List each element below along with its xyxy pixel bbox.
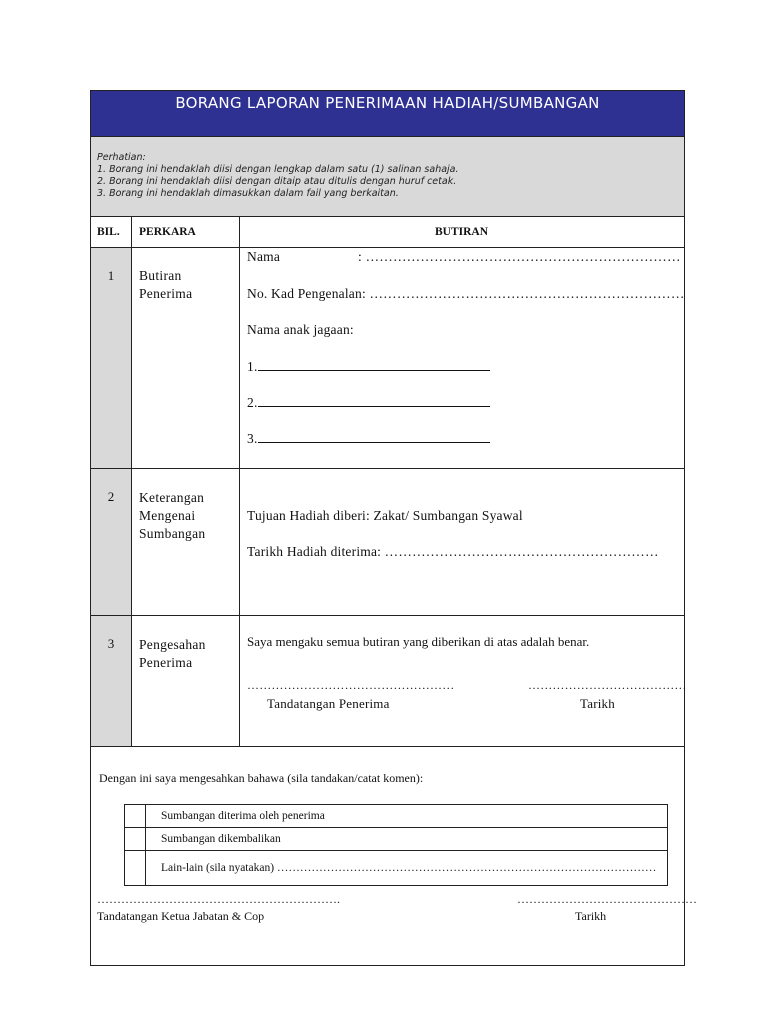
perkara-label: Keterangan Mengenai Sumbangan [139, 490, 206, 541]
head-date-label: Tarikh [575, 909, 607, 923]
option-label: Sumbangan diterima oleh penerima [146, 805, 668, 828]
header-perkara: PERKARA [139, 226, 196, 238]
option-checkbox[interactable] [125, 805, 146, 828]
kad-pengenalan-field[interactable]: No. Kad Pengenalan: …………………………………………………………… [247, 286, 685, 301]
perkara-label: Pengesahan Penerima [139, 637, 206, 670]
notice-heading: Perhatian: [97, 152, 146, 163]
head-date-line[interactable]: ……………………………………… [517, 892, 697, 906]
report-form [90, 90, 697, 966]
anak-jagaan-field-2[interactable]: 2. [247, 394, 490, 411]
anak-jagaan-field-3[interactable]: 3. [247, 430, 490, 447]
option-row [125, 828, 668, 851]
perkara-label: Butiran Penerima [139, 268, 193, 301]
notice-box [91, 137, 684, 217]
head-signature-label: Tandatangan Ketua Jabatan & Cop [97, 909, 265, 923]
header-bil: BIL. [97, 226, 120, 238]
head-signature-line[interactable]: ……………………………………………………. [97, 892, 340, 906]
signature-label: Tandatangan Penerima [267, 696, 390, 711]
head-date-block [517, 892, 697, 924]
notice-item: 1. Borang ini hendaklah diisi dengan lengkap dalam satu (1) salinan sahaja. [97, 164, 459, 175]
table-header-row [91, 217, 684, 248]
anak-jagaan-field-1[interactable]: 1. [247, 358, 490, 375]
option-row [125, 805, 668, 828]
head-signature-block [97, 892, 340, 924]
date-line[interactable]: ………………………………… [528, 678, 687, 692]
option-checkbox[interactable] [125, 851, 146, 886]
notice-item: 3. Borang ini hendaklah dimasukkan dalam fail yang berkaitan. [97, 188, 399, 199]
header-butiran: BUTIRAN [435, 226, 489, 238]
tarikh-hadiah-field[interactable]: Tarikh Hadiah diterima: …………………………………………………… [247, 544, 659, 559]
row-number: 2 [107, 489, 115, 504]
option-checkbox[interactable] [125, 828, 146, 851]
row-number: 3 [107, 636, 115, 651]
date-label: Tarikh [580, 696, 615, 711]
option-label: Sumbangan dikembalikan [146, 828, 668, 851]
row-number: 1 [107, 268, 115, 283]
form-title: BORANG LAPORAN PENERIMAAN HADIAH/SUMBANGAN [91, 91, 684, 137]
tujuan-hadiah-text: Tujuan Hadiah diberi: Zakat/ Sumbangan Syawal [247, 508, 523, 523]
confirmation-lead: Dengan ini saya mengesahkan bahawa (sila tandakan/catat komen): [99, 771, 424, 785]
nama-field[interactable]: Nama : …………………………………………………………… [247, 249, 681, 264]
table-row-pengesahan [91, 616, 687, 747]
options-table [124, 804, 668, 886]
anak-jagaan-label: Nama anak jagaan: [247, 322, 354, 337]
table-row-butiran-penerima [91, 248, 684, 469]
notice-item: 2. Borang ini hendaklah diisi dengan ditaip atau ditulis dengan huruf cetak. [97, 176, 457, 187]
declaration-statement: Saya mengaku semua butiran yang diberikan di atas adalah benar. [247, 634, 590, 649]
option-label[interactable]: Lain-lain (sila nyatakan) ……………………………………………………………………………………… [146, 851, 668, 886]
option-row [125, 851, 668, 886]
signature-line[interactable]: …………………………………………… [247, 678, 455, 692]
table-row-keterangan [91, 469, 684, 616]
confirmation-section [91, 747, 697, 967]
